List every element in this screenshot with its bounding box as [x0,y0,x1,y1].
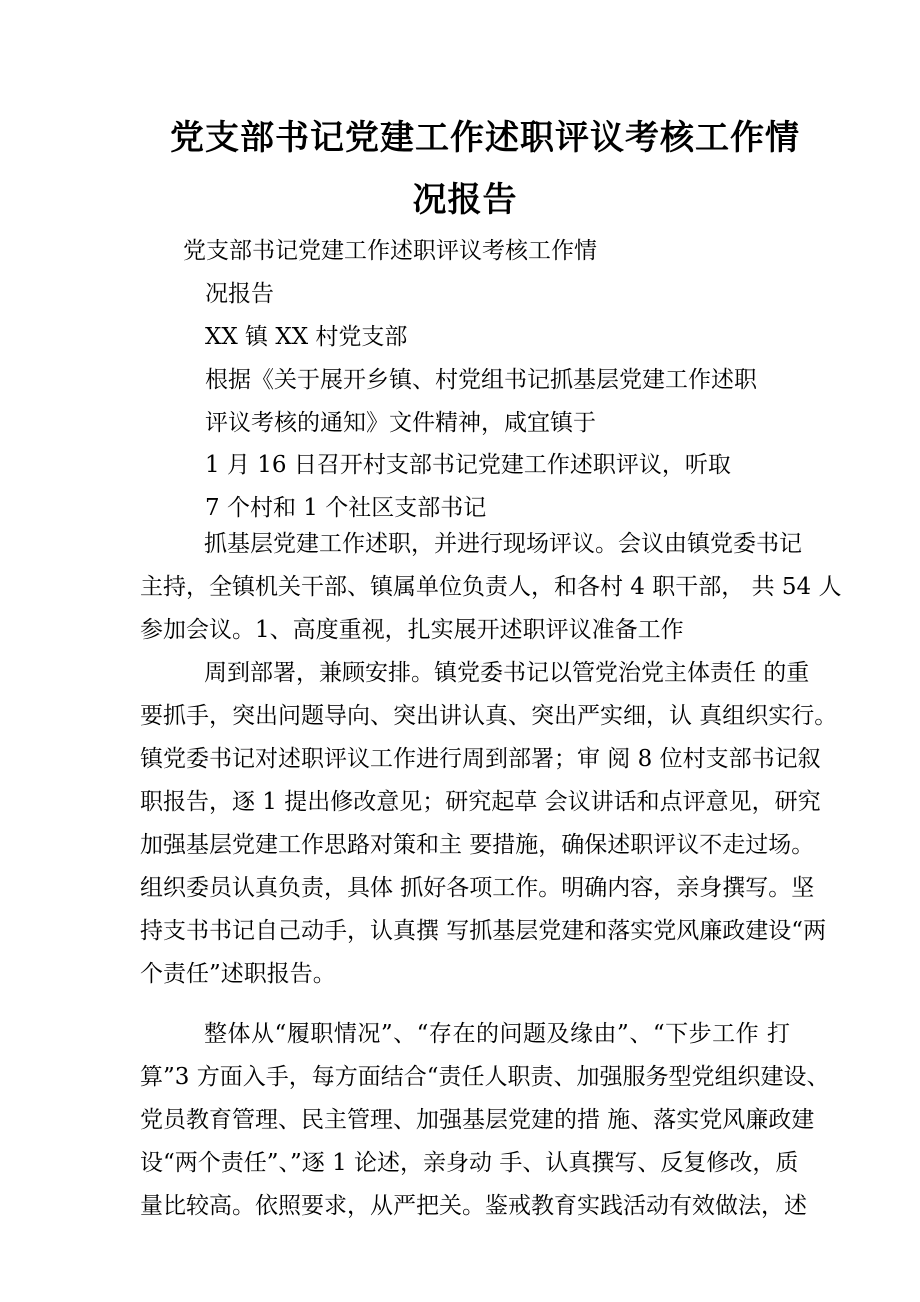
body-paragraph [140,652,838,996]
intro-line: 评议考核的通知》文件精神，咸宜镇于 [205,410,596,436]
paragraph-line: 整体从“履职情况”、“存在的问题及缘由”、“下步工作 打 [204,1021,790,1047]
paragraph-line: 个责任”述职报告。 [140,961,336,987]
document-title-line-1: 党支部书记党建工作述职评议考核工作情 [170,118,800,158]
paragraph-line: 持支书书记自己动手，认真撰 写抓基层党建和落实党风廉政建设“两 [140,918,827,944]
paragraph-line: 设“两个责任”、”逐 1 论述，亲身动 手、认真撰写、反复修改，质 [140,1150,799,1176]
intro-line: 1 月 16 日召开村支部书记党建工作述职评议，听取 [205,452,731,478]
intro-line: XX 镇 XX 村党支部 [205,324,408,350]
paragraph-line: 镇党委书记对述职评议工作进行周到部署；审 阅 8 位村支部书记叙 [140,746,821,772]
body-paragraph [140,1013,830,1228]
paragraph-line: 算”3 方面入手，每方面结合“责任人职责、加强服务型党组织建设、 [140,1064,830,1090]
paragraph-line: 抓基层党建工作述职，并进行现场评议。会议由镇党委书记 [204,531,802,557]
paragraph-line: 加强基层党建工作思路对策和主 要措施，确保述职评议不走过场。 [140,832,815,858]
intro-line: 况报告 [205,281,274,307]
paragraph-line: 党员教育管理、民主管理、加强基层党建的措 施、落实党风廉政建 [140,1107,815,1133]
intro-line: 党支部书记党建工作述职评议考核工作情 [183,238,597,264]
paragraph-line: 主持，全镇机关干部、镇属单位负责人，和各村 4 职干部， 共 54 人 [140,574,842,600]
paragraph-line: 组织委员认真负责，具体 抓好各项工作。明确内容，亲身撰写。坚 [140,875,815,901]
paragraph-line: 职报告，逐 1 提出修改意见；研究起草 会议讲话和点评意见，研究 [140,789,821,815]
paragraph-line: 参加会议。1、高度重视，扎实展开述职评议准备工作 [140,617,684,643]
intro-line: 7 个村和 1 个社区支部书记 [205,495,487,521]
paragraph-line: 要抓手，突出问题导向、突出讲认真、突出严实细，认 真组织实行。 [140,703,838,729]
paragraph-line: 周到部署，兼顾安排。镇党委书记以管党治党主体责任 的重 [204,660,810,686]
paragraph-line: 量比较高。依照要求，从严把关。鉴戒教育实践活动有效做法，述 [140,1193,807,1219]
intro-line: 根据《关于展开乡镇、村党组书记抓基层党建工作述职 [205,367,757,393]
body-paragraph [140,523,842,652]
document-title-line-2: 况报告 [412,180,518,220]
